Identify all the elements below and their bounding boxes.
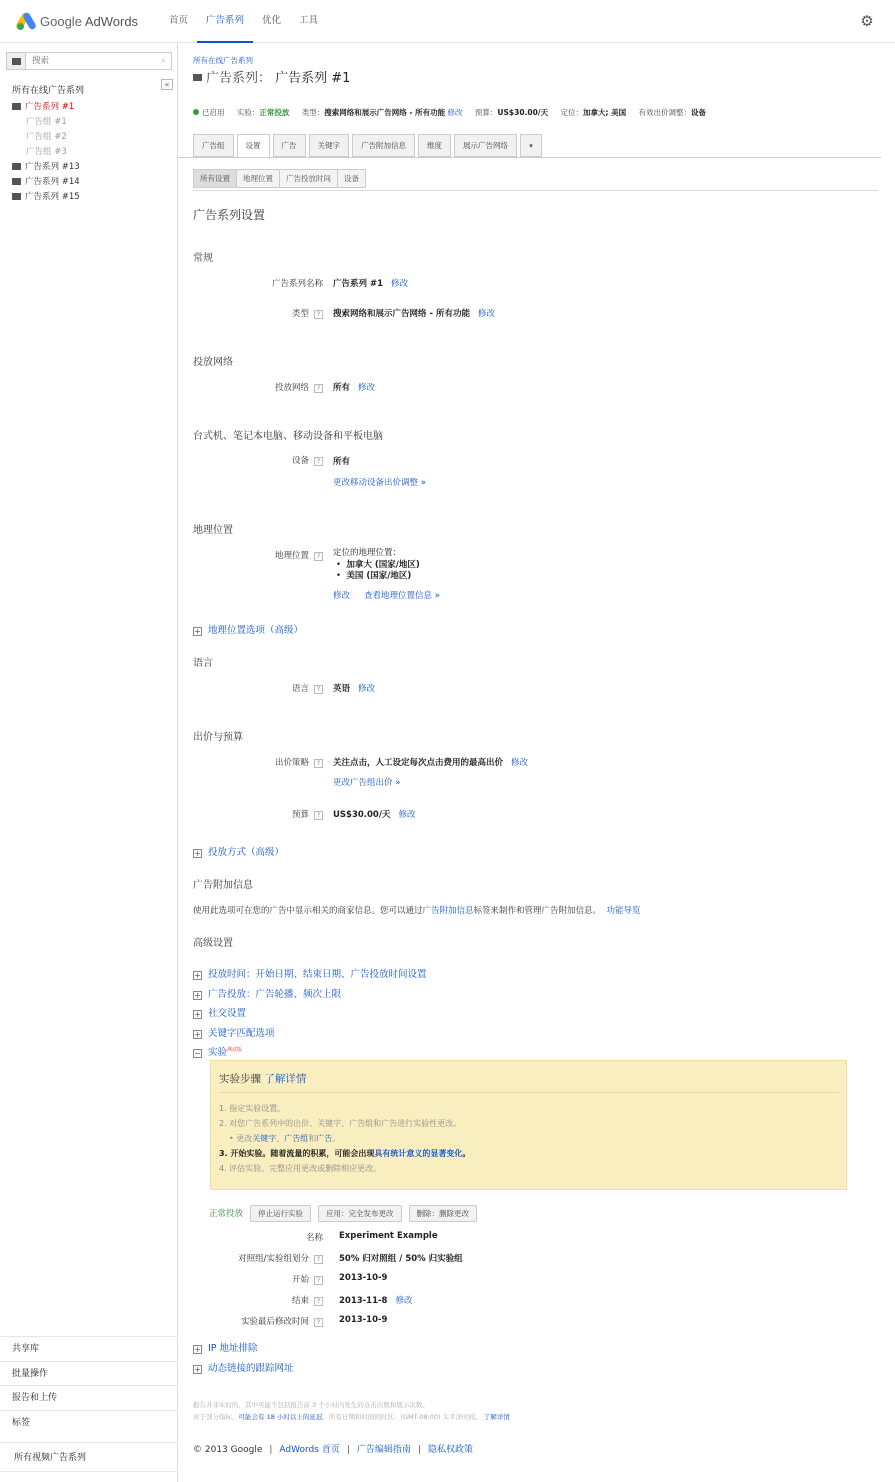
devices-label: 设备 — [291, 456, 309, 466]
plus-icon: + — [194, 991, 201, 1000]
change-ads-link[interactable]: 广告 — [316, 1134, 333, 1143]
change-adgroups-link[interactable]: 广告组 — [284, 1134, 309, 1143]
status-enabled[interactable]: 已启用 — [193, 108, 225, 117]
tree-adgroup-3[interactable]: 广告组 #3 — [26, 147, 67, 157]
exp-start-value: 2013-10-9 — [339, 1273, 388, 1283]
sidebar-video-campaigns[interactable]: 所有视频广告系列 — [0, 1442, 178, 1472]
help-icon[interactable]: ? — [314, 1255, 323, 1264]
location-item: 加拿大 (国家/地区) — [346, 559, 420, 570]
help-icon[interactable]: ? — [314, 457, 323, 466]
exp-start-label: 开始 — [291, 1275, 309, 1285]
budget-label: 预算 — [291, 810, 309, 820]
tree-campaign-1[interactable]: 广告系列 #1 — [12, 100, 80, 115]
feature-tour-link[interactable]: 功能导览 — [606, 906, 641, 916]
edit-bid-strategy-link[interactable]: 修改 — [511, 758, 529, 768]
footnote-learn-more-link[interactable]: 了解详情 — [483, 1413, 510, 1421]
plus-icon: + — [194, 1010, 201, 1019]
section-language-title: 语言 — [193, 658, 213, 669]
step-3: 3. 开始实验。随着流量的积累，可能会出现具有统计意义的显著变化。 — [219, 1149, 471, 1158]
tab-adgroups[interactable]: 广告组 — [193, 134, 234, 157]
nav-optimize[interactable]: 优化 — [262, 15, 282, 26]
change-mobile-bid-link[interactable]: 更改移动设备出价调整 » — [333, 478, 426, 488]
tab-ads[interactable]: 广告 — [273, 134, 306, 157]
delay-link[interactable]: 可能会有 18 小时以上的延迟 — [238, 1413, 323, 1421]
exp-name-value: Experiment Example — [339, 1231, 438, 1241]
tree-campaign-13[interactable]: 广告系列 #13 — [12, 160, 80, 175]
section-advanced-title: 高级设置 — [193, 938, 233, 949]
folder-icon — [12, 178, 21, 185]
campaign-name-label: 广告系列名称 — [271, 279, 323, 289]
type-value: 搜索网络和展示广告网络 - 所有功能 — [333, 309, 470, 319]
tree-adgroup-1[interactable]: 广告组 #1 — [26, 117, 67, 127]
tab-keywords[interactable]: 关键字 — [309, 134, 350, 157]
stop-experiment-button[interactable]: 停止运行实验 — [250, 1205, 311, 1222]
help-icon[interactable]: ? — [314, 1276, 323, 1285]
edit-type-setting-link[interactable]: 修改 — [477, 309, 495, 319]
ip-exclusion-expander[interactable]: + IP 地址排除 — [194, 1343, 258, 1354]
location-options-expander[interactable]: + 地理位置选项（高级） — [194, 625, 304, 636]
help-icon[interactable]: ? — [314, 552, 323, 561]
plus-icon: + — [194, 971, 201, 980]
ad-extensions-link[interactable]: 广告附加信息 — [422, 906, 474, 916]
sidebar-search — [6, 52, 172, 70]
dynamic-tracking-expander[interactable]: + 动态链接的跟踪网址 — [194, 1363, 294, 1374]
campaign-name-value: 广告系列 #1 — [333, 279, 383, 289]
schedule-expander[interactable]: + 投放时间：开始日期、结束日期、广告投放时间设置 — [194, 969, 427, 980]
language-value: 英语 — [333, 684, 351, 694]
locations-intro: 定位的地理位置： — [333, 548, 402, 558]
location-item: 美国 (国家/地区) — [346, 571, 412, 581]
step-2: 2. 对您广告系列中的出价、关键字、广告组和广告进行实验性更改。 — [219, 1119, 462, 1128]
search-icon[interactable]: ⌕ — [160, 56, 166, 66]
help-icon[interactable]: ? — [314, 811, 323, 820]
section-bidding-title: 出价与预算 — [193, 732, 243, 743]
plus-icon: + — [194, 627, 201, 636]
subtab-locations[interactable]: 地理位置 — [237, 169, 280, 188]
edit-end-date-link[interactable]: 修改 — [395, 1296, 413, 1306]
edit-locations-link[interactable]: 修改 — [333, 591, 351, 601]
exp-modified-value: 2013-10-9 — [339, 1315, 388, 1325]
sidebar-bottom-menu — [0, 1336, 178, 1472]
nav-home[interactable]: 首页 — [169, 15, 189, 26]
collapse-sidebar-button[interactable]: « — [161, 79, 173, 90]
exp-split-value: 50% 归对照组 / 50% 归实验组 — [339, 1254, 463, 1264]
help-icon[interactable]: ? — [314, 685, 323, 694]
sidebar-title[interactable]: 所有在线广告系列 — [12, 86, 85, 96]
help-icon[interactable]: ? — [314, 310, 323, 319]
experiment-status-text: 正常投放 — [209, 1209, 244, 1219]
experiment-steps-title: 实验步骤 — [219, 1073, 261, 1085]
section-devices-title: 台式机、笔记本电脑、移动设备和平板电脑 — [193, 431, 383, 442]
apply-experiment-button[interactable]: 应用：完全发布更改 — [318, 1205, 402, 1222]
extensions-description: 使用此选项可在您的广告中显示相关的商家信息。您可以通过广告附加信息标签来制作和管理广告附加信息。 功能导览 — [193, 906, 641, 916]
edit-networks-link[interactable]: 修改 — [358, 383, 376, 393]
tab-settings[interactable]: 设置 — [237, 134, 270, 159]
plus-icon: + — [194, 1345, 201, 1354]
sidebar — [0, 43, 178, 1482]
exp-end-value: 2013-11-8 — [339, 1296, 388, 1306]
beta-badge: 测试版 — [227, 1046, 243, 1053]
experiment-steps-list — [219, 1101, 470, 1176]
search-input[interactable] — [26, 53, 171, 69]
folder-icon — [12, 163, 21, 170]
networks-label: 投放网络 — [274, 383, 309, 393]
top-nav — [160, 0, 327, 43]
help-icon[interactable]: ? — [314, 384, 323, 393]
nav-campaigns[interactable]: 广告系列 — [197, 0, 253, 43]
adwords-logo[interactable] — [17, 11, 138, 31]
ad-delivery-expander[interactable]: + 广告投放：广告轮播、频次上限 — [194, 989, 342, 1000]
section-networks-title: 投放网络 — [193, 357, 233, 368]
devices-value: 所有 — [333, 457, 351, 467]
gear-icon[interactable]: ⚙ — [860, 12, 874, 30]
sidebar-bulk-operations[interactable]: 批量操作 — [0, 1361, 178, 1386]
footer-editorial-guide-link[interactable]: 广告编辑指南 — [356, 1445, 411, 1455]
experiment-expander[interactable]: − 实验$^{测试版}$ — [194, 1046, 243, 1058]
campaign-status-bar: 已启用 实验：正常投放 类型：搜索网络和展示广告网络 - 所有功能 修改 预算：US$30.00/天 定位：加拿大; 美国 有效出价调整：设备 — [193, 107, 706, 118]
minus-icon: − — [194, 1049, 201, 1058]
folder-icon — [193, 74, 202, 81]
help-icon[interactable]: ? — [314, 759, 323, 768]
exp-name-label: 名称 — [305, 1233, 323, 1243]
plus-icon: + — [194, 1365, 201, 1374]
main-content: 所有在线广告系列 广告系列： 广告系列 #1 已启用 实验：正常投放 类型：搜索网络和展示广告网络 - 所有功能 修改 预算：US$30.00/天 定位：加拿大; 美国 有效出价调整：设备 广告组 设置 广告 关键字 广告附加信息 维度 展示广告网络 ▾ 所有设置 地理位置 广告投放时间 设备 广告系列设置 常规 广告系列名称 广告系列 #1 修改 类型 ? 搜索网络和展示广告网络 - 所有功能 修改 投放网络 投放网络 ? 所有 修改 台式机、笔记本电脑、移动设备和平板电脑 设备 ? 所有 更改移动设备出价调整 » 地理位置 地理位置 ? 定位的地理位置： • 加拿大 (国家/地区) • 美国 (国家/地区) 修改 查看地理位置信息 » + 地理位置选项（高级） 语言 语言 ? 英语 修改 出价与预算 出价策略 ? 关注点击，人工设定每次点击费用的最高出价 修改 更改广告组出价 » 预算 ? US$30.00/天 修改 + 投放方式（高级） 广告附加信息 使用此选项可在您的广告中显示相关的商家信息。您可以通过广告附加信息标签来制作和管理广告附加信息。 功能导览 高级设置 + 投放时间：开始日期、结束日期、广告投放时间设置 + 广告投放：广告轮播、频次上限 + 社交设置 + 关键字匹配选项 − 实验$^{测试版}$ 实验步骤 了解详情 1. 指定实验设置。 2. 对您广告系列中的出价、关键字、广告组和广告进行实验性更改。 • 更改关键字、广告组和广告。 3. 开始实验。随着流量的积累，可能会出现具有统计意义的显著变化。 4. 评估实验。完整应用更改或删除相应更改。 正常投放 停止运行实验 应用：完全发布更改 删除：删除更改 名称 Experiment Example 对照组/实验组划分 ? 50% 归对照组 / 50% 归实验组 开始 ? 2013-10-9 结束 ? 2013-11-8 修改 实验最后修改时间 ? 2013-10-9 + IP 地址排除 + 动态链接的跟踪网址 报告并非实时的，其中可能不包括报告前 3 个小时内发生的点击次数和展示次数。 对于部分指标，可能会有 18 小时以上的延迟。所有日期和时间的时区：(GMT-08:00) 太平洋时间。 了解详情 © 2013 Google | AdWords 首页 | 广告编辑指南 | 隐私权政策 — [193, 43, 883, 1482]
copyright-text: © 2013 Google — [193, 1445, 263, 1455]
subtab-devices[interactable]: 设备 — [338, 169, 366, 188]
breadcrumb[interactable]: 所有在线广告系列 — [193, 56, 253, 65]
exp-modified-label: 实验最后修改时间 — [240, 1317, 309, 1327]
subtab-all-settings[interactable]: 所有设置 — [193, 169, 237, 188]
folder-open-icon — [12, 103, 21, 110]
tab-display-network[interactable]: 展示广告网络 — [454, 134, 517, 157]
plus-icon: + — [194, 849, 201, 858]
view-location-info-link[interactable]: 查看地理位置信息 » — [364, 591, 440, 601]
sidebar-shared-library[interactable]: 共享库 — [0, 1336, 178, 1361]
section-locations-title: 地理位置 — [193, 525, 233, 536]
tree-campaign-14[interactable]: 广告系列 #14 — [12, 175, 80, 190]
keyword-matching-expander[interactable]: + 关键字匹配选项 — [194, 1028, 275, 1039]
tree-adgroup-2[interactable]: 广告组 #2 — [26, 132, 67, 142]
edit-language-link[interactable]: 修改 — [358, 684, 376, 694]
section-extensions-title: 广告附加信息 — [193, 880, 253, 891]
main-tabs — [193, 134, 545, 158]
plus-icon: + — [194, 1030, 201, 1039]
status-dot-icon — [193, 109, 199, 115]
experiment-status: 正常投放 — [259, 108, 290, 117]
edit-type-link[interactable]: 修改 — [447, 108, 463, 117]
top-bar — [0, 0, 895, 43]
help-icon[interactable]: ? — [314, 1318, 323, 1327]
section-general-title: 常规 — [193, 253, 213, 264]
settings-heading: 广告系列设置 — [193, 208, 266, 222]
change-adgroup-bids-link[interactable]: 更改广告组出价 » — [333, 778, 401, 788]
tree-campaign-15[interactable]: 广告系列 #15 — [12, 190, 80, 205]
adwords-logo-icon — [17, 11, 37, 31]
learn-more-link[interactable]: 了解详情 — [264, 1073, 307, 1085]
social-settings-expander[interactable]: + 社交设置 — [194, 1008, 247, 1019]
exp-end-label: 结束 — [291, 1296, 309, 1306]
bid-strategy-value: 关注点击，人工设定每次点击费用的最高出价 — [333, 758, 504, 768]
help-icon[interactable]: ? — [314, 1297, 323, 1306]
folder-icon[interactable] — [6, 52, 26, 70]
tab-dimensions[interactable]: 维度 — [418, 134, 451, 157]
settings-subtabs — [193, 169, 366, 189]
budget-value: US$30.00/天 — [333, 810, 391, 820]
footer-adwords-home-link[interactable]: AdWords 首页 — [279, 1445, 340, 1455]
campaign-tree — [12, 100, 80, 205]
tab-ad-extensions[interactable]: 广告附加信息 — [352, 134, 415, 157]
locations-label: 地理位置 — [274, 551, 309, 561]
subtab-ad-schedule[interactable]: 广告投放时间 — [280, 169, 338, 188]
logo-google-text: Google — [40, 13, 82, 29]
experiment-controls — [209, 1204, 484, 1222]
delete-experiment-button[interactable]: 删除：删除更改 — [409, 1205, 478, 1222]
nav-tools[interactable]: 工具 — [299, 15, 319, 26]
exp-split-label: 对照组/实验组划分 — [238, 1254, 309, 1264]
logo-product-text: AdWords — [84, 13, 139, 29]
page-title: 广告系列： 广告系列 #1 — [193, 67, 350, 86]
step-4: 4. 评估实验。完整应用更改或删除相应更改。 — [219, 1164, 382, 1173]
edit-campaign-name-link[interactable]: 修改 — [391, 279, 409, 289]
language-label: 语言 — [291, 684, 309, 694]
campaign-name: 广告系列 #1 — [275, 71, 351, 86]
change-keywords-link[interactable]: 关键字 — [252, 1134, 277, 1143]
experiment-steps-box — [210, 1060, 847, 1190]
tab-more-dropdown[interactable]: ▾ — [520, 134, 542, 157]
footer: © 2013 Google | AdWords 首页 | 广告编辑指南 | 隐私权政策 — [193, 1445, 473, 1455]
step-2-sub: • 更改关键字、广告组和广告。 — [229, 1134, 341, 1143]
networks-value: 所有 — [333, 383, 351, 393]
sidebar-reports-uploads[interactable]: 报告和上传 — [0, 1385, 178, 1410]
delivery-method-expander[interactable]: + 投放方式（高级） — [194, 847, 285, 858]
bid-strategy-label: 出价策略 — [274, 758, 309, 768]
folder-icon — [12, 193, 21, 200]
report-footnote: 报告并非实时的，其中可能不包括报告前 3 个小时内发生的点击次数和展示次数。 对于部分指标，可能会有 18 小时以上的延迟。所有日期和时间的时区：(GMT-08:00) 太平洋时间。 了解详情 — [193, 1401, 510, 1421]
sidebar-labels[interactable]: 标签 — [0, 1410, 178, 1435]
step-1: 1. 指定实验设置。 — [219, 1104, 286, 1113]
footer-privacy-link[interactable]: 隐私权政策 — [427, 1445, 473, 1455]
statistical-significance-link[interactable]: 具有统计意义的显著变化 — [374, 1149, 463, 1158]
edit-budget-link[interactable]: 修改 — [398, 810, 416, 820]
type-label: 类型 — [291, 309, 309, 319]
